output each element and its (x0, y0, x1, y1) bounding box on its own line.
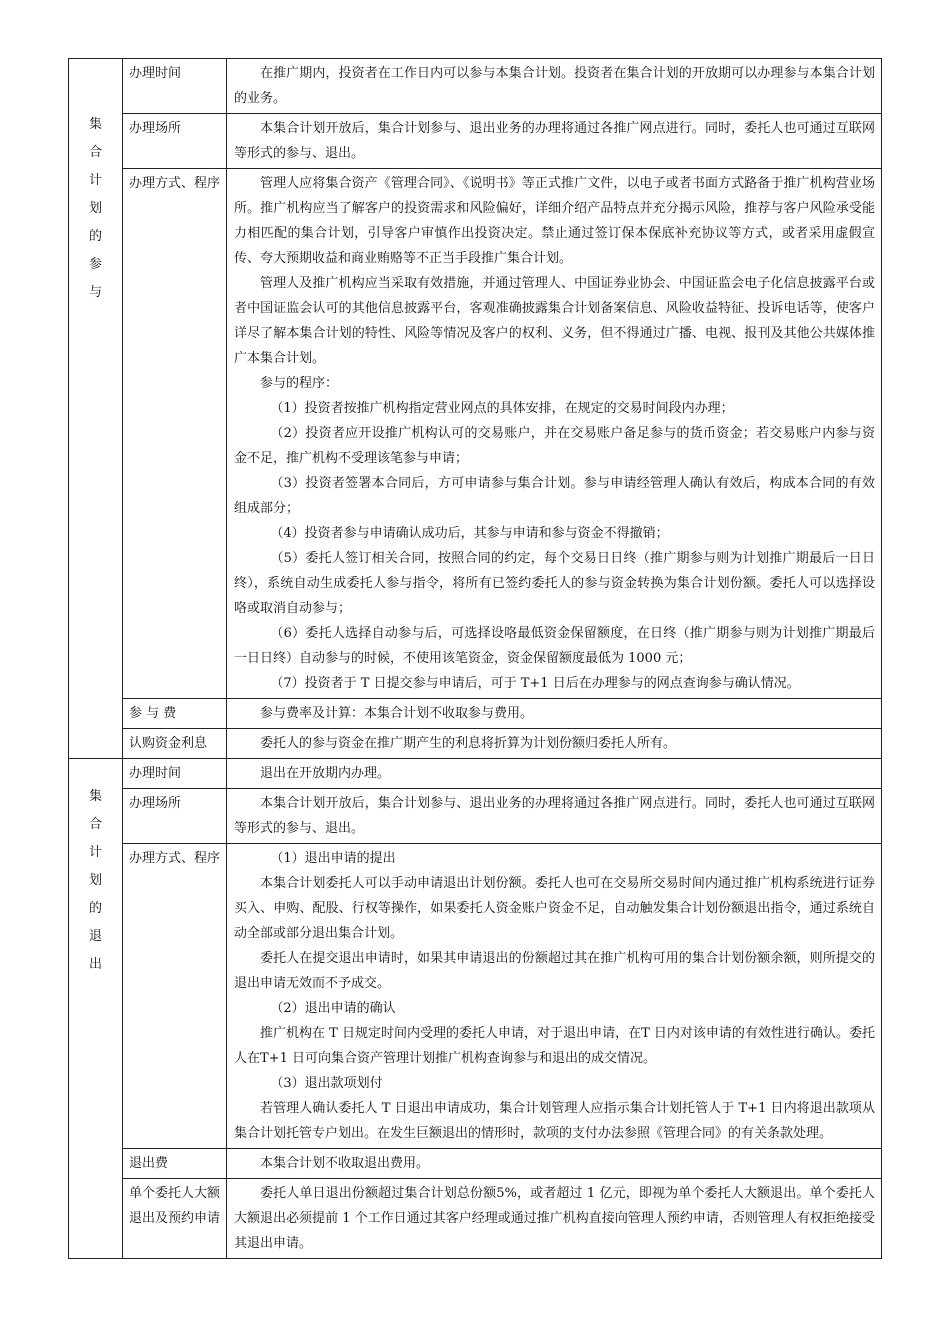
table-row (69, 114, 882, 169)
row-content (227, 59, 882, 114)
content-paragraph: 参与费率及计算：本集合计划不收取参与费用。 (260, 706, 534, 721)
content-paragraph: 管理人及推广机构应当采取有效措施，并通过管理人、中国证券业协会、中国证监会电子化信息披露平台或者中国证监会认可的其他信息披露平台，客观准确披露集合计划备案信息、风险收益特征、投诉电话等，使客户详尽了解本集合计划的特性、风险等情况及客户的权利、义务，但不得通过广播、电视、报刊及其他公共媒体推广本集合计划。 (234, 276, 875, 366)
content-paragraph: 委托人在提交退出申请时，如果其申请退出的份额超过其在推广机构可用的集合计划份额余额，则所提交的退出申请无效而不予成交。 (234, 951, 875, 991)
section-title-char: 出 (88, 957, 102, 972)
section-title-char: 集 (88, 117, 102, 132)
content-paragraph: 本集合计划委托人可以手动申请退出计划份额。委托人也可在交易所交易时间内通过推广机构系统进行证券买入、申购、配股、行权等操作，如果委托人资金账户资金不足，自动触发集合计划份额退出指令，通过系统自动全部或部分退出集合计划。 (234, 876, 875, 941)
content-paragraph: （3）退出款项划付 (270, 1076, 383, 1091)
table-row (69, 59, 882, 114)
content-paragraph: （1）退出申请的提出 (270, 851, 396, 866)
content-paragraph: （6）委托人选择自动参与后，可选择设咯最低资金保留额度，在日终（推广期参与则为计划推广期最后一日日终）自动参与的时候，不使用该笔资金，资金保留额度最低为 1000 元； (234, 626, 875, 666)
row-label: 办理方式、程序 (123, 844, 227, 1149)
row-label: 退出费 (123, 1149, 227, 1179)
table-row (69, 789, 882, 844)
section-title-char: 与 (88, 285, 102, 300)
section-title-char: 计 (88, 173, 102, 188)
row-content (227, 699, 882, 729)
table-row (69, 169, 882, 699)
content-paragraph: 委托人单日退出份额超过集合计划总份额5%，或者超过 1 亿元，即视为单个委托人大额退出。单个委托人大额退出必须提前 1 个工作日通过其客户经理或通过推广机构直接向管理人预约申请，否则管理人有权拒绝接受其退出申请。 (234, 1186, 875, 1251)
content-paragraph: 退出在开放期内办理。 (260, 766, 391, 781)
section-title-char: 的 (88, 901, 102, 916)
content-paragraph: 推广机构在 T 日规定时间内受理的委托人申请，对于退出申请，在T 日内对该申请的有效性进行确认。委托人在T+1 日可向集合资产管理计划推广机构查询参与和退出的成交情况。 (234, 1026, 875, 1066)
section-title-char: 划 (88, 873, 102, 888)
row-label: 单个委托人大额退出及预约申请 (123, 1179, 227, 1259)
section-title-char: 合 (88, 145, 102, 160)
content-paragraph: 本集合计划开放后，集合计划参与、退出业务的办理将通过各推广网点进行。同时，委托人也可通过互联网等形式的参与、退出。 (234, 796, 875, 836)
row-content (227, 759, 882, 789)
content-paragraph: 若管理人确认委托人 T 日退出申请成功，集合计划管理人应指示集合计划托管人于 T+1 日内将退出款项从集合计划托管专户划出。在发生巨额退出的情形时，款项的支付办法参照《管理合同》的有关条款处理。 (234, 1101, 875, 1141)
content-paragraph: 参与的程序： (260, 376, 339, 391)
row-content (227, 789, 882, 844)
section-title-char: 集 (88, 789, 102, 804)
table-row (69, 844, 882, 1149)
row-label: 办理方式、程序 (123, 169, 227, 699)
section-title-char: 计 (88, 845, 102, 860)
section-title-char: 划 (88, 201, 102, 216)
table-row (69, 1179, 882, 1259)
content-paragraph: 本集合计划开放后，集合计划参与、退出业务的办理将通过各推广网点进行。同时，委托人也可通过互联网等形式的参与、退出。 (234, 121, 875, 161)
contract-table-body (69, 59, 882, 1259)
row-label: 认购资金利息 (123, 729, 227, 759)
content-paragraph: （1）投资者按推广机构指定营业网点的具体安排，在规定的交易时间段内办理； (270, 401, 734, 416)
row-content (227, 844, 882, 1149)
table-row (69, 759, 882, 789)
row-content (227, 1179, 882, 1259)
row-content (227, 114, 882, 169)
row-label: 办理场所 (123, 789, 227, 844)
content-paragraph: （3）投资者签署本合同后，方可申请参与集合计划。参与申请经管理人确认有效后，构成本合同的有效组成部分； (234, 476, 875, 516)
row-label: 办理场所 (123, 114, 227, 169)
row-content (227, 729, 882, 759)
section-title-char: 退 (88, 929, 102, 944)
section-title-char: 的 (88, 229, 102, 244)
section-title (69, 759, 123, 1259)
content-paragraph: 委托人的参与资金在推广期产生的利息将折算为计划份额归委托人所有。 (260, 736, 677, 751)
content-paragraph: 在推广期内，投资者在工作日内可以参与本集合计划。投资者在集合计划的开放期可以办理参与本集合计划的业务。 (234, 66, 875, 106)
content-paragraph: 本集合计划不收取退出费用。 (260, 1156, 430, 1171)
section-title-char: 参 (88, 257, 102, 272)
row-label: 办理时间 (123, 59, 227, 114)
table-row (69, 1149, 882, 1179)
content-paragraph: （5）委托人签订相关合同，按照合同的约定，每个交易日日终（推广期参与则为计划推广期最后一日日终），系统自动生成委托人参与指令，将所有已签约委托人的参与资金转换为集合计划份额。委托人可以选择设咯或取消自动参与； (234, 551, 875, 616)
content-paragraph: （2）投资者应开设推广机构认可的交易账户，并在交易账户备足参与的货币资金；若交易账户内参与资金不足，推广机构不受理该笔参与申请； (234, 426, 875, 466)
row-label: 参 与 费 (123, 699, 227, 729)
contract-table (68, 58, 882, 1259)
content-paragraph: （2）退出申请的确认 (270, 1001, 396, 1016)
row-label: 办理时间 (123, 759, 227, 789)
section-title (69, 59, 123, 759)
content-paragraph: （4）投资者参与申请确认成功后，其参与申请和参与资金不得撤销； (270, 526, 669, 541)
table-row (69, 699, 882, 729)
table-row (69, 729, 882, 759)
content-paragraph: （7）投资者于 T 日提交参与申请后，可于 T+1 日后在办理参与的网点查询参与确认情况。 (270, 676, 800, 691)
row-content (227, 1149, 882, 1179)
section-title-char: 合 (88, 817, 102, 832)
row-content (227, 169, 882, 699)
content-paragraph: 管理人应将集合资产《管理合同》、《说明书》等正式推广文件，以电子或者书面方式路备于推广机构营业场所。推广机构应当了解客户的投资需求和风险偏好，详细介绍产品特点并充分揭示风险，推荐与客户风险承受能力相匹配的集合计划，引导客户审慎作出投资决定。禁止通过签订保本保底补充协议等方式，或者采用虚假宣传、夸大预期收益和商业贿赂等不正当手段推广集合计划。 (234, 176, 875, 266)
